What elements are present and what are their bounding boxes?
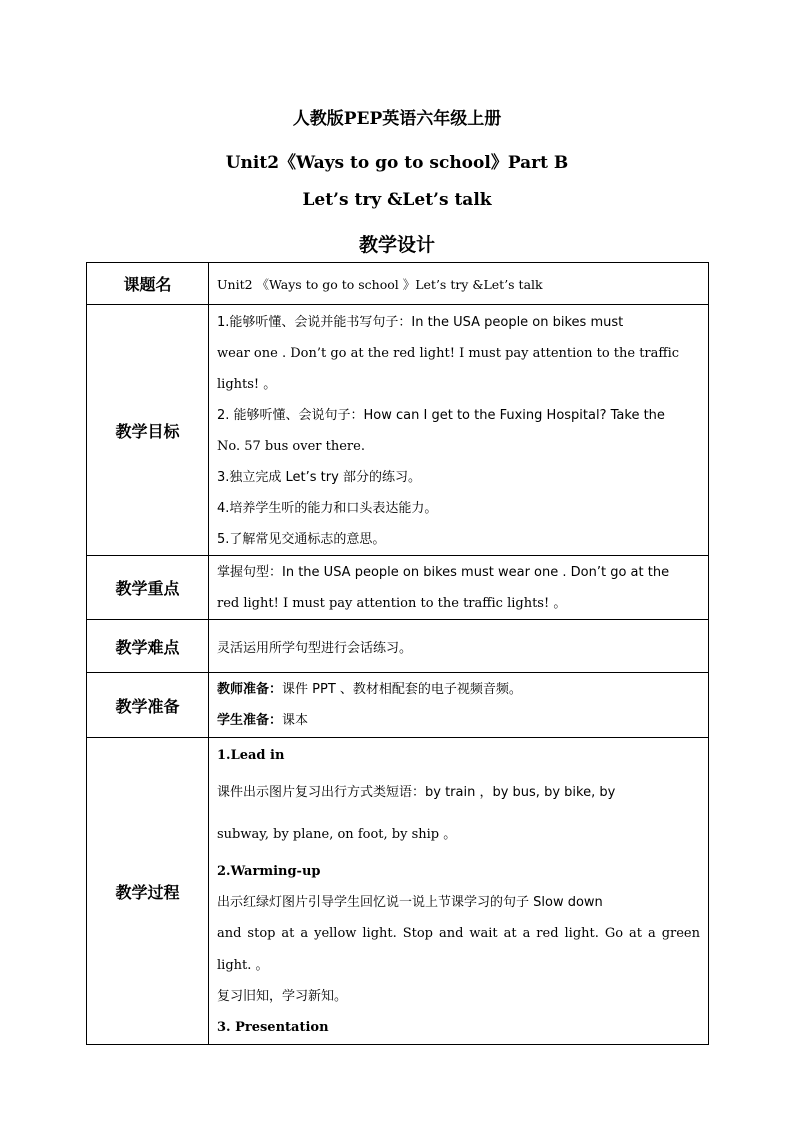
key-point-line: red light! I must pay attention to the traffic lights! 。 [217, 596, 567, 611]
table-row-objectives [87, 305, 709, 556]
warmup-line: 复习旧知，学习新知。 [217, 989, 348, 1004]
preparation-content [209, 673, 709, 738]
warmup-line: 出示红绿灯图片引导学生回忆说一说上节课学习的句子 Slow down [217, 895, 603, 910]
key-point-line: 掌握句型：In the USA people on bikes must wear one . Don’t go at the [217, 565, 670, 580]
table-row-topic [87, 263, 709, 305]
warmup-line: and stop at a yellow light. Stop and wait at a red light. Go at a green light. 。 [217, 926, 700, 973]
lead-in-line: subway, by plane, on foot, by ship 。 [217, 827, 457, 842]
lead-in-line: 课件出示图片复习出行方式类短语：by train ，by bus, by bike, by [217, 785, 616, 800]
objective-line: 1.能够听懂、会说并能书写句子：In the USA people on bikes must [217, 315, 624, 330]
presentation-heading: 3. Presentation [217, 1020, 329, 1035]
objective-line: wear one . Don’t go at the red light! I must pay attention to the traffic [217, 346, 680, 361]
process-label: 教学过程 [87, 738, 209, 1045]
objectives-label: 教学目标 [87, 305, 209, 556]
student-prep-label: 学生准备： [217, 713, 283, 728]
table-row-process [87, 738, 709, 1045]
objective-line: lights! 。 [217, 377, 277, 392]
table-row-preparation [87, 673, 709, 738]
document-type-title: 教学设计 [358, 234, 435, 256]
table-row-difficulties [87, 620, 709, 673]
objective-line: 2. 能够听懂、会说句子：How can I get to the Fuxing Hospital? Take the [217, 408, 665, 423]
teacher-prep-value: 课件 PPT 、教材相配套的电子视频音频。 [282, 682, 522, 697]
lead-in-heading: 1.Lead in [217, 748, 285, 763]
lesson-part-title: Let’s try &Let’s talk [302, 190, 492, 210]
key-points-content [209, 556, 709, 620]
objective-line: No. 57 bus over there. [217, 439, 365, 454]
teacher-prep-label: 教师准备： [217, 682, 283, 697]
page-title: 人教版PEP英语六年级上册 [292, 109, 502, 129]
objectives-content [209, 305, 709, 556]
difficulties-content [209, 620, 709, 673]
process-content [209, 738, 709, 1045]
difficulty-text: 灵活运用所学句型进行会话练习。 [217, 640, 413, 656]
key-points-label: 教学重点 [87, 556, 209, 620]
difficulties-label: 教学难点 [87, 620, 209, 673]
preparation-label: 教学准备 [87, 673, 209, 738]
topic-text: Unit2 《Ways to go to school 》Let’s try &Let’s talk [217, 276, 543, 292]
topic-value [209, 263, 709, 305]
objective-line: 5.了解常见交通标志的意思。 [217, 532, 386, 547]
objective-line: 3.独立完成 Let’s try 部分的练习。 [217, 470, 421, 485]
lesson-plan-table [86, 262, 709, 1045]
table-row-key-points [87, 556, 709, 620]
unit-title: Unit2《Ways to go to school》Part B [225, 153, 569, 173]
topic-label: 课题名 [87, 263, 209, 305]
student-prep-value: 课本 [282, 713, 309, 728]
objective-line: 4.培养学生听的能力和口头表达能力。 [217, 501, 438, 516]
warmup-heading: 2.Warming-up [217, 864, 321, 879]
